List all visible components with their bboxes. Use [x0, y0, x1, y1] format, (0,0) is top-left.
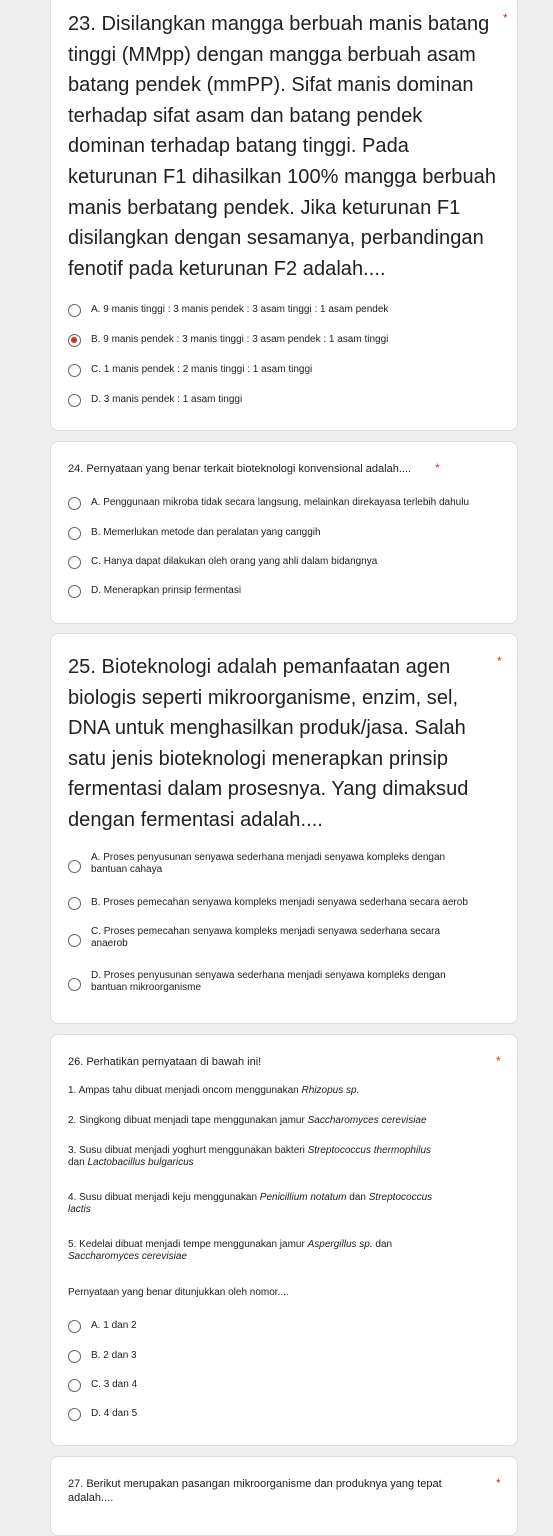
required-asterisk: *	[496, 1054, 501, 1068]
statement-2	[68, 1115, 498, 1127]
species-name: Penicillium notatum	[259, 1192, 347, 1203]
question-card-25	[50, 633, 518, 1024]
species-name: Saccharomyces cerevisiae	[68, 1251, 187, 1262]
radio-button[interactable]	[68, 934, 81, 947]
radio-button[interactable]	[68, 394, 81, 407]
radio-button[interactable]	[68, 364, 81, 377]
radio-button[interactable]	[68, 527, 81, 540]
option-b[interactable]	[68, 1349, 508, 1369]
option-label: D. 3 manis pendek : 1 asam tinggi	[91, 394, 243, 405]
option-label-line: D. Proses penyusunan senyawa sederhana menjadi senyawa kompleks dengan	[91, 970, 446, 981]
option-label-line: B. Proses pemecahan senyawa kompleks menjadi senyawa sederhana secara aerob	[91, 897, 468, 908]
option-label: A. 9 manis tinggi : 3 manis pendek : 3 asam tinggi : 1 asam pendek	[91, 304, 389, 315]
title-line: biologis seperti mikroorganisme, enzim, sel,	[68, 686, 459, 709]
title-line: adalah....	[68, 1492, 114, 1504]
option-label: A. Penggunaan mikroba tidak secara langsung, melainkan direkayasa terlebih dahulu	[91, 497, 470, 508]
option-d[interactable]	[68, 584, 508, 604]
radio-button-selected[interactable]	[68, 334, 81, 347]
radio-button[interactable]	[68, 304, 81, 317]
option-a[interactable]	[68, 852, 508, 880]
question-card-23	[50, 0, 518, 431]
statement-1	[68, 1085, 498, 1097]
option-label: C. Hanya dapat dilakukan oleh orang yang ahli dalam bidangnya	[91, 556, 378, 567]
option-label-line: C. Proses pemecahan senyawa kompleks menjadi senyawa sederhana secara	[91, 926, 441, 937]
statement-text: 4. Susu dibuat menjadi keju menggunakan	[68, 1192, 260, 1203]
required-asterisk: *	[503, 11, 508, 25]
question-title-24: 24. Pernyataan yang benar terkait bioteknologi konvensional adalah....	[68, 463, 412, 475]
title-line: fenotif pada keturunan F2 adalah....	[68, 257, 386, 280]
option-b[interactable]	[68, 333, 508, 353]
option-d[interactable]	[68, 1407, 508, 1427]
species-name: Rhizopus sp.	[301, 1085, 360, 1096]
option-label: D. Menerapkan prinsip fermentasi	[91, 585, 242, 596]
question-title-27	[68, 1477, 488, 1505]
option-d[interactable]	[68, 393, 508, 413]
question-card-27	[50, 1456, 518, 1536]
title-line: batang pendek (mmPP). Sifat manis dominan	[68, 74, 474, 97]
statement-5	[68, 1239, 498, 1263]
title-line: tinggi (MMpp) dengan mangga berbuah asam	[68, 43, 476, 66]
required-asterisk: *	[435, 461, 440, 475]
title-line: 27. Berikut merupakan pasangan mikroorganisme dan produknya yang tepat	[68, 1478, 442, 1490]
option-label: C. 1 manis pendek : 2 manis tinggi : 1 asam tinggi	[91, 364, 313, 375]
title-line: terhadap sifat asam dan batang pendek	[68, 104, 423, 127]
radio-button[interactable]	[68, 1408, 81, 1421]
statement-text: dan	[68, 1157, 88, 1168]
option-label: C. 3 dan 4	[91, 1379, 138, 1390]
radio-button[interactable]	[68, 860, 81, 873]
statement-3	[68, 1145, 498, 1169]
radio-button[interactable]	[68, 1350, 81, 1363]
question-title-26: 26. Perhatikan pernyataan di bawah ini!	[68, 1056, 262, 1068]
statement-text: 5. Kedelai dibuat menjadi tempe menggunakan jamur	[68, 1239, 308, 1250]
radio-button[interactable]	[68, 1379, 81, 1392]
question-title-23	[68, 9, 500, 284]
question-title-25	[68, 652, 500, 836]
option-label	[91, 926, 501, 950]
question-card-24	[50, 441, 518, 624]
required-asterisk: *	[496, 1476, 501, 1490]
title-line: satu jenis bioteknologi menerapkan prinsip	[68, 747, 449, 770]
option-b[interactable]	[68, 526, 508, 546]
species-name: lactis	[68, 1204, 91, 1215]
required-asterisk: *	[497, 654, 502, 668]
option-c[interactable]	[68, 363, 508, 383]
statement-text: 2. Singkong dibuat menjadi tape menggunakan jamur	[68, 1115, 308, 1126]
title-line: dominan terhadap batang tinggi. Pada	[68, 135, 409, 158]
option-label: D. 4 dan 5	[91, 1408, 138, 1419]
option-b[interactable]	[68, 896, 508, 916]
option-label: B. Memerlukan metode dan peralatan yang canggih	[91, 527, 321, 538]
radio-button[interactable]	[68, 497, 81, 510]
option-a[interactable]	[68, 1319, 508, 1339]
statement-text: dan	[346, 1192, 369, 1203]
option-a[interactable]	[68, 303, 508, 323]
option-label	[91, 970, 501, 994]
species-name: Streptococcus thermophilus	[307, 1145, 432, 1156]
radio-button[interactable]	[68, 978, 81, 991]
option-label-line: anaerob	[91, 938, 128, 949]
question-prompt: Pernyataan yang benar ditunjukkan oleh nomor....	[68, 1287, 289, 1298]
radio-button[interactable]	[68, 556, 81, 569]
species-name: Aspergillus sp.	[307, 1239, 373, 1250]
title-line: 25. Bioteknologi adalah pemanfaatan agen	[68, 656, 451, 678]
title-line: fermentasi dalam prosesnya. Yang dimaksud	[68, 778, 469, 801]
species-name: Saccharomyces cerevisiae	[307, 1115, 427, 1126]
title-line: DNA untuk menghasilkan produk/jasa. Salah	[68, 717, 466, 740]
option-c[interactable]	[68, 926, 508, 954]
radio-button[interactable]	[68, 1320, 81, 1333]
option-label: A. 1 dan 2	[91, 1320, 137, 1331]
statement-4	[68, 1192, 498, 1216]
option-c[interactable]	[68, 1378, 508, 1398]
option-label: B. 2 dan 3	[91, 1350, 137, 1361]
option-c[interactable]	[68, 555, 508, 575]
option-label	[91, 897, 501, 909]
statement-text: dan	[372, 1239, 393, 1250]
title-line: manis berbatang pendek. Jika keturunan F1	[68, 196, 461, 219]
question-card-26	[50, 1034, 518, 1446]
species-name: Streptococcus	[368, 1192, 433, 1203]
statement-text: 3. Susu dibuat menjadi yoghurt menggunakan bakteri	[68, 1145, 308, 1156]
option-label: B. 9 manis pendek : 3 manis tinggi : 3 asam pendek : 1 asam tinggi	[91, 334, 389, 345]
option-a[interactable]	[68, 496, 508, 516]
option-label-line: A. Proses penyusunan senyawa sederhana menjadi senyawa kompleks dengan	[91, 852, 446, 863]
title-line: disilangkan dengan sesamanya, perbandingan	[68, 227, 484, 250]
option-label-line: bantuan cahaya	[91, 864, 163, 875]
title-line: keturunan F1 dihasilkan 100% mangga berbuah	[68, 165, 496, 188]
radio-button[interactable]	[68, 585, 81, 598]
title-line: dengan fermentasi adalah....	[68, 808, 323, 831]
option-label-line: bantuan mikroorganisme	[91, 982, 202, 993]
species-name: Lactobacillus bulgaricus	[87, 1157, 194, 1168]
radio-button[interactable]	[68, 897, 81, 910]
option-label	[91, 852, 501, 876]
statement-text: 1. Ampas tahu dibuat menjadi oncom menggunakan	[68, 1085, 302, 1096]
title-line: 23. Disilangkan mangga berbuah manis batang	[68, 13, 490, 35]
option-d[interactable]	[68, 970, 508, 998]
